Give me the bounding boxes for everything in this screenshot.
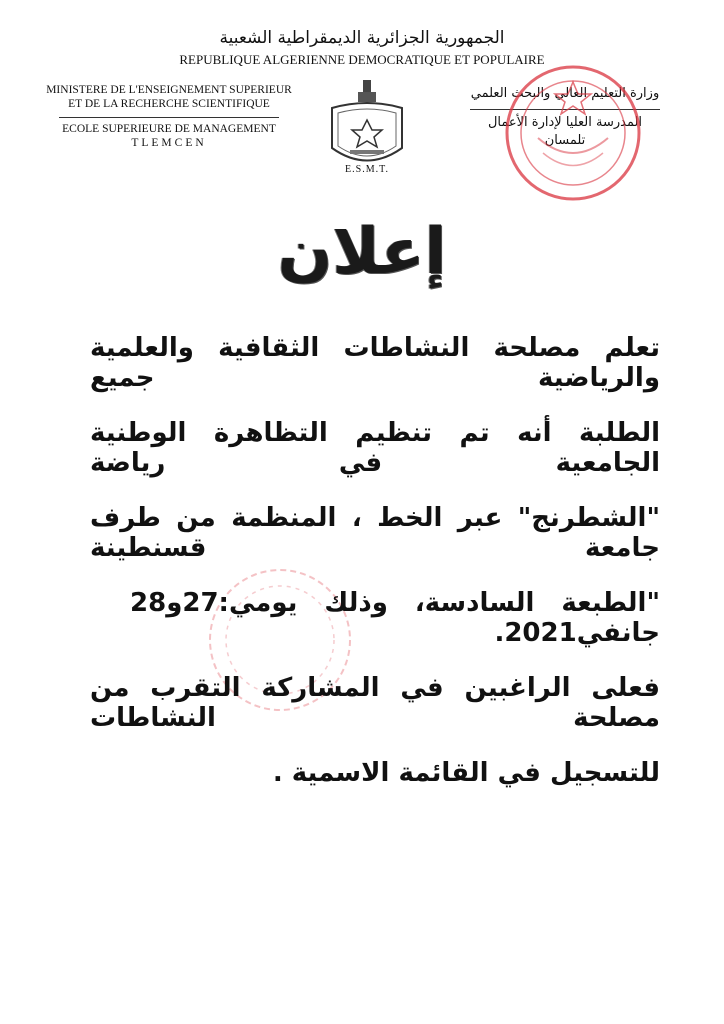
ministry-arabic: وزارة التعليم العالي والبحث العلمي xyxy=(470,86,660,101)
body-line-6: للتسجيل في القائمة الاسمية . xyxy=(272,758,660,788)
school-emblem-icon xyxy=(322,78,412,178)
body-line-1: تعلم مصلحة النشاطات الثقافية والعلمية والرياضية جميع xyxy=(90,333,660,393)
ministry-line-2: ET DE LA RECHERCHE SCIENTIFIQUE xyxy=(68,98,270,110)
body-line-4: "الطبعة السادسة، وذلك يومي:27و28 جانفي2021. xyxy=(130,588,660,648)
official-seal-icon xyxy=(498,58,648,208)
body-line-2: الطلبة أنه تم تنظيم التظاهرة الوطنية الجامعية في رياضة xyxy=(90,418,660,478)
school-arabic: المدرسة العليا لإدارة الأعمال xyxy=(487,115,643,130)
ministry-line-1: MINISTERE DE L'ENSEIGNEMENT SUPERIEUR xyxy=(46,84,292,96)
emblem-label: E.S.M.T. xyxy=(345,164,389,175)
body-line-5: فعلى الراغبين في المشاركة التقرب من مصلحة النشاطات xyxy=(90,673,660,733)
city-arabic: تلمسان xyxy=(544,133,586,148)
school-name: ECOLE SUPERIEURE DE MANAGEMENT xyxy=(62,123,276,135)
header-french-republic: REPUBLIQUE ALGERIENNE DEMOCRATIQUE ET POPULAIRE xyxy=(179,52,545,67)
header-left-block xyxy=(44,83,294,150)
header-arabic-republic: الجمهورية الجزائرية الديمقراطية الشعبية xyxy=(219,28,505,48)
divider xyxy=(59,117,279,118)
body-line-3: "الشطرنج" عبر الخط ، المنظمة من طرف جامعة قسنطينة xyxy=(90,503,660,563)
city-name: TLEMCEN xyxy=(131,137,207,149)
announcement-title: إعلان xyxy=(277,215,447,289)
